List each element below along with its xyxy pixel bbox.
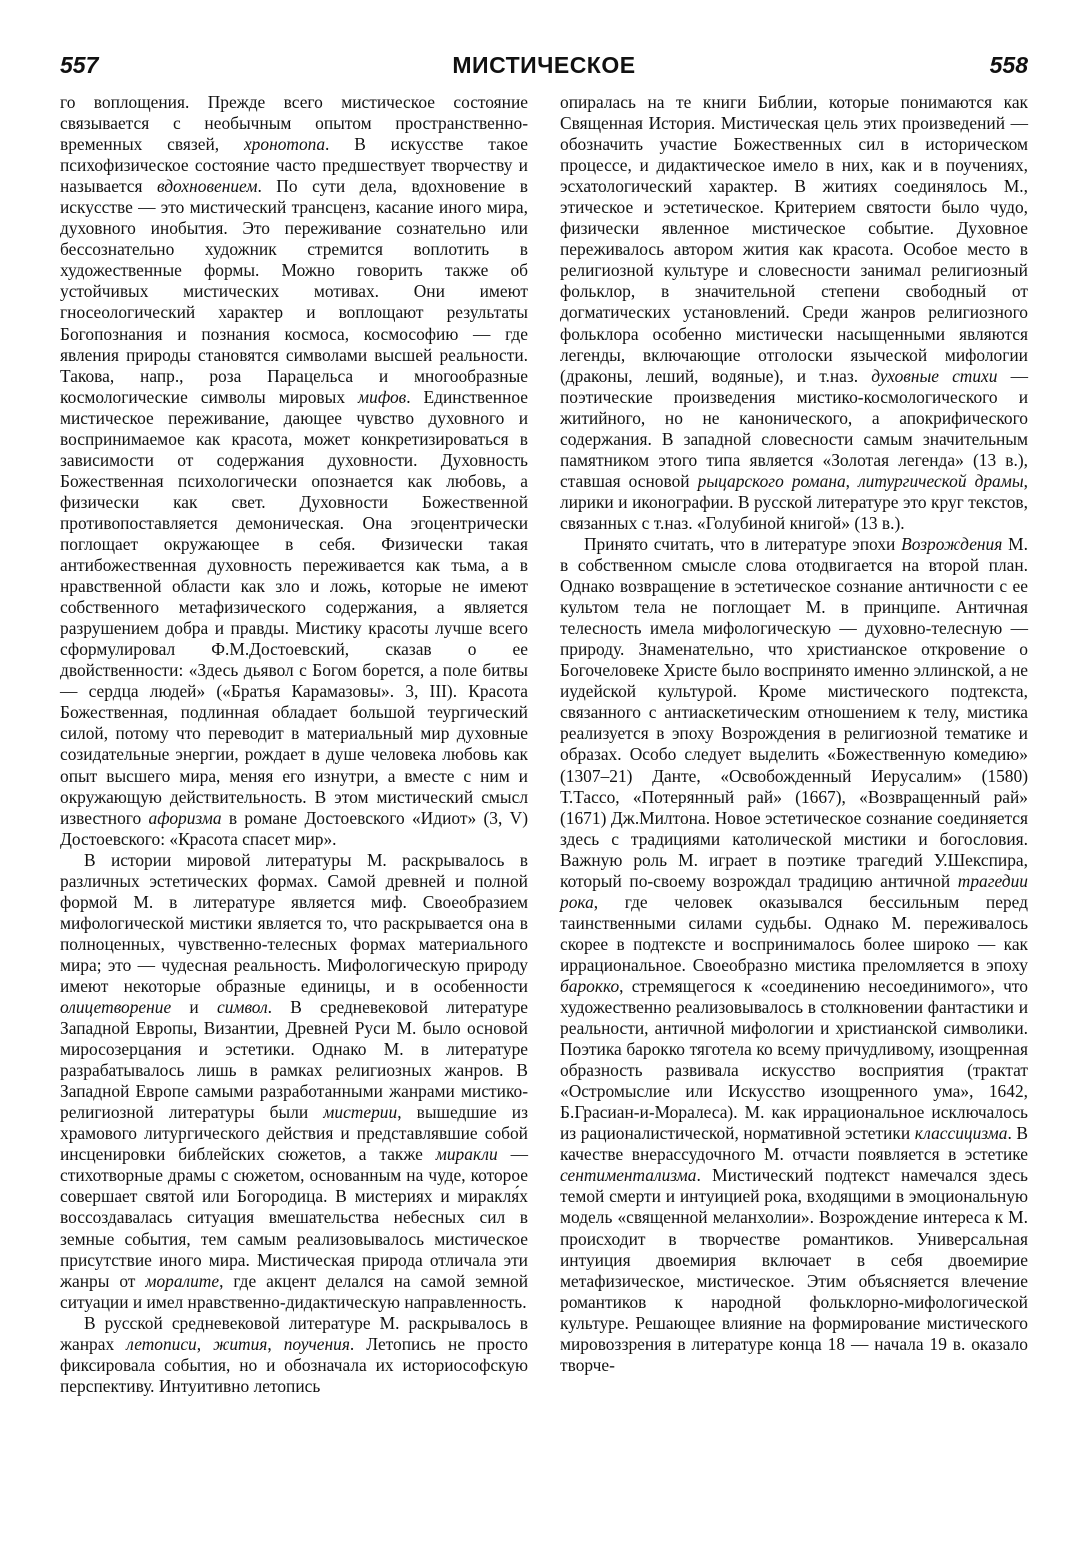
- text-run: , стремящегося к «соединению несоединимого», что художественно реализовывалось в столкновении фантастики и реальности, античной мифологии и христианской символики. Поэтика барокко тяготела ко всему причудливому, изощренная образность развивала искусство восприятия (трактат «Остромыслие или Искусство изощренного ума», 1642, Б.Грасиан-и-Моралеса). М. как иррациональное исключалось из рационалистической, нормативной эстетики: [560, 975, 1028, 1144]
- text-run: , где акцент делался на самой земной ситуации и имел нравственно-дидактическую направленность.: [60, 1270, 529, 1312]
- italic-term: сентиментализма: [560, 1165, 697, 1186]
- text-run: , вышедшие из храмового литургического действия и представлявшие собой инсценировки библейских сюжетов, а также: [60, 1102, 528, 1165]
- italic-term: классицизма: [914, 1123, 1008, 1144]
- text-run: — поэтические произведения мистико-космологического и житийного, но не канонического, а апокрифического содержания. В западной словесности самым значительным памятником этого типа является «Золотая легенда» (13 в.), ставшая основой: [560, 365, 1028, 491]
- page-number-left: 557: [60, 52, 99, 78]
- text-run: . По сути дела, вдохновение в искусстве — это мистический трансценз, касание иного мира, духовного инобытия. Это переживание сознательно или бессознательно художник стремится воплотить в художественные формы. Можно говорить также об устойчивых мистических мотивах. Они имеют гносеологический характер и воплощают результаты Богопознания и познания космоса, космософию — где явления природы становятся символами высшей реальности. Такова, напр., роза Парацельса и многообразные космологические символы мировых: [60, 176, 528, 407]
- italic-term: духовные стихи: [871, 365, 998, 386]
- italic-term: трагедии рока: [560, 870, 1028, 912]
- italic-term: литургической драмы: [858, 470, 1024, 491]
- text-run: ,: [196, 1333, 214, 1354]
- italic-term: барокко: [560, 975, 620, 996]
- italic-term: жития: [213, 1333, 268, 1354]
- italic-term: Возрождения: [901, 533, 1003, 554]
- page-header: [60, 52, 1028, 92]
- text-run: В истории мировой литературы М. раскрывалось в различных эстетических формах. Самой древней и полной формой М. в литературе является миф. Своеобразием мифологической мистики является то, что раскрывается она в полноценных, чувственно-телесных формах материального мира; это — чудесная реальность. Мифологическую природу имеют некоторые образные единицы, и в особенности: [60, 849, 528, 996]
- text-run: , лирики и иконографии. В русской литературе это круг текстов, связанных с т.наз. «Голубиной книгой» (13 в.).: [560, 470, 1028, 533]
- left-column: [60, 92, 528, 1397]
- italic-term: вдохновением: [157, 176, 258, 197]
- page-number-right: 558: [989, 52, 1028, 78]
- text-run: . Мистический подтекст намечался здесь темой смерти и интуицией рока, входящими в эмоциональную модель «священной меланхолии». Возрождение интереса к М. происходит в творчестве романтиков. Универсальная интуиция двоемирия включает в себя двоемирие метафизическое, мистическое. Этим объясняется влечение романтиков к народной фольклорно-мифологической культуре. Решающее влияние на формирование мистического мировоззрения в литературе конца 18 — начала 19 в. оказало творче-: [560, 1165, 1028, 1375]
- italic-term: символ: [216, 997, 268, 1018]
- text-run: го воплощения. Прежде всего мистическое состояние связывается с необычным опытом пространственно-временных связей,: [60, 92, 528, 155]
- text-run: опиралась на те книги Библии, которые понимаются как Священная История. Мистическая цель этих произведений — обозначить участие Божественных сил в историческом процессе, и дидактическое имело в них, как и в поучениях, эсхатологический характер. В житиях соединялось М., этическое и эстетическое. Критерием святости было чудо, физически явленное мистическое событие. Духовное переживалось автором жития как красота. Особое место в религиозной культуре и словесности занимал религиозный фольклор, в значительной степени свободный от догматических установлений. Среди жанров религиозного фольклора особенно мистически насыщенными являются легенды, включающие отголоски языческой мифологии (драконы, леший, водяные), и т.наз.: [560, 92, 1028, 386]
- italic-term: афоризма: [148, 807, 222, 828]
- italic-term: рыцарского романа: [697, 470, 846, 491]
- italic-term: летописи: [126, 1333, 197, 1354]
- text-run: и: [171, 997, 217, 1018]
- italic-term: миракли: [435, 1144, 498, 1165]
- italic-term: поучения: [283, 1333, 350, 1354]
- text-run: Принято считать, что в литературе эпохи: [584, 533, 902, 554]
- text-run: — стихотворные драмы с сюжетом, основанным на чуде, которое совершает святой или Богородица. В мистериях и миракля́х воссоздавалась ситуация вмешательства небесных сил в земные события, тем самым реализовывалось мистическое присутствие иного мира. Мистическая природа отличала эти жанры от: [60, 1144, 528, 1291]
- paragraph: [60, 850, 528, 1313]
- text-run: М. в собственном смысле слова отодвигается на второй план. Однако возвращение в эстетическое сознание античности с ее культом тела не поглощает М. в принципе. Античная телесность имела мифологическую — духовно-телесную — природу. Знаменательно, что христианское откровение о Богочеловеке Христе было воспринято именно эллинской, а не иудейской культурой. Кроме мистического подтекста, связанного с антиаскетическим отношением к телу, мистика реализуется в эпоху Возрождения в религиозной тематике и образах. Особо следует выделить «Божественную комедию» (1307–21) Данте, «Освобожденный Иерусалим» (1580) Т.Тассо, «Потерянный рай» (1667), «Возвращенный рай» (1671) Дж.Милтона. Новое эстетическое сознание соединяется здесь с традициями католической мистики и богословия. Важную роль М. играет в поэтике трагедий У.Шекспира, который по-своему возрождал традицию античной: [560, 533, 1028, 891]
- text-run: . В качестве внерассудочного М. отчасти появляется в эстетике: [560, 1123, 1028, 1165]
- italic-term: мифов: [358, 386, 407, 407]
- running-title: МИСТИЧЕСКОЕ: [452, 52, 636, 78]
- paragraph: [560, 92, 1028, 534]
- right-column: [560, 92, 1028, 1376]
- text-run: , где человек оказывался бессильным перед таинственными силами судьбы. Однако М. переживалось скорее в подтексте и воспринималось более широко — как иррациональное. Своеобразно мистика преломляется в эпоху: [560, 891, 1028, 975]
- text-run: . Летопись не просто фиксировала события, но и обозначала их историософскую перспективу. Интуитивно летопись: [60, 1333, 529, 1396]
- text-run: ,: [845, 470, 859, 491]
- text-run: . Единственное мистическое переживание, дающее чувство духовного и воспринимаемое как красота, может конкретизироваться в зависимости от содержания духовности. Духовность Божественная психологически опознается как любовь, а физически как свет. Духовности Божественной противопоставляется демоническая. Она эгоцентрически поглощает окружающее в себя. Физически такая антибожественная духовность переживается как тьма, а в нравственной области как зло и ложь, которые не имеют собственного метафизического содержания, а является разрушением добра и правды. Мистику красоты лучше всего сформулировал Ф.М.Достоевский, сказав о ее двойственности: «Здесь дьявол с Богом борется, а поле битвы — сердца людей» («Братья Карамазовы». 3, III). Красота Божественная, подлинная обладает большой теургический силой, потому что переводит в материальный мир духовные созидательные энергии, рождает в душе человека любовь как опыт высшего мира, меняя его изнутри, а вместе с ним и окружающую действительность. В этом мистический смысл известного: [60, 386, 529, 828]
- text-run: в романе Достоевского «Идиот» (3, V) Достоевского: «Красота спасет мир».: [60, 807, 528, 849]
- text-run: . В искусстве такое психофизическое состояние часто предшествует творчеству и называется: [60, 134, 528, 197]
- paragraph: [560, 534, 1028, 1376]
- text-run: В русской средневековой литературе М. раскрывалось в жанрах: [60, 1312, 528, 1354]
- italic-term: моралите: [145, 1270, 220, 1291]
- paragraph: [60, 92, 528, 850]
- italic-term: мистерии: [323, 1102, 398, 1123]
- text-run: . В средневековой литературе Западной Европы, Византии, Древней Руси М. было основой миросозерцания и эстетики. Однако М. в литературе разрабатывалось лишь в рамках религиозных жанров. В Западной Европе самыми разработанными жанрами мистико-религиозной литературы были: [60, 997, 528, 1123]
- paragraph: [60, 1313, 528, 1397]
- italic-term: хронотопа: [243, 134, 326, 155]
- italic-term: олицетворение: [60, 997, 172, 1018]
- text-run: ,: [267, 1333, 284, 1354]
